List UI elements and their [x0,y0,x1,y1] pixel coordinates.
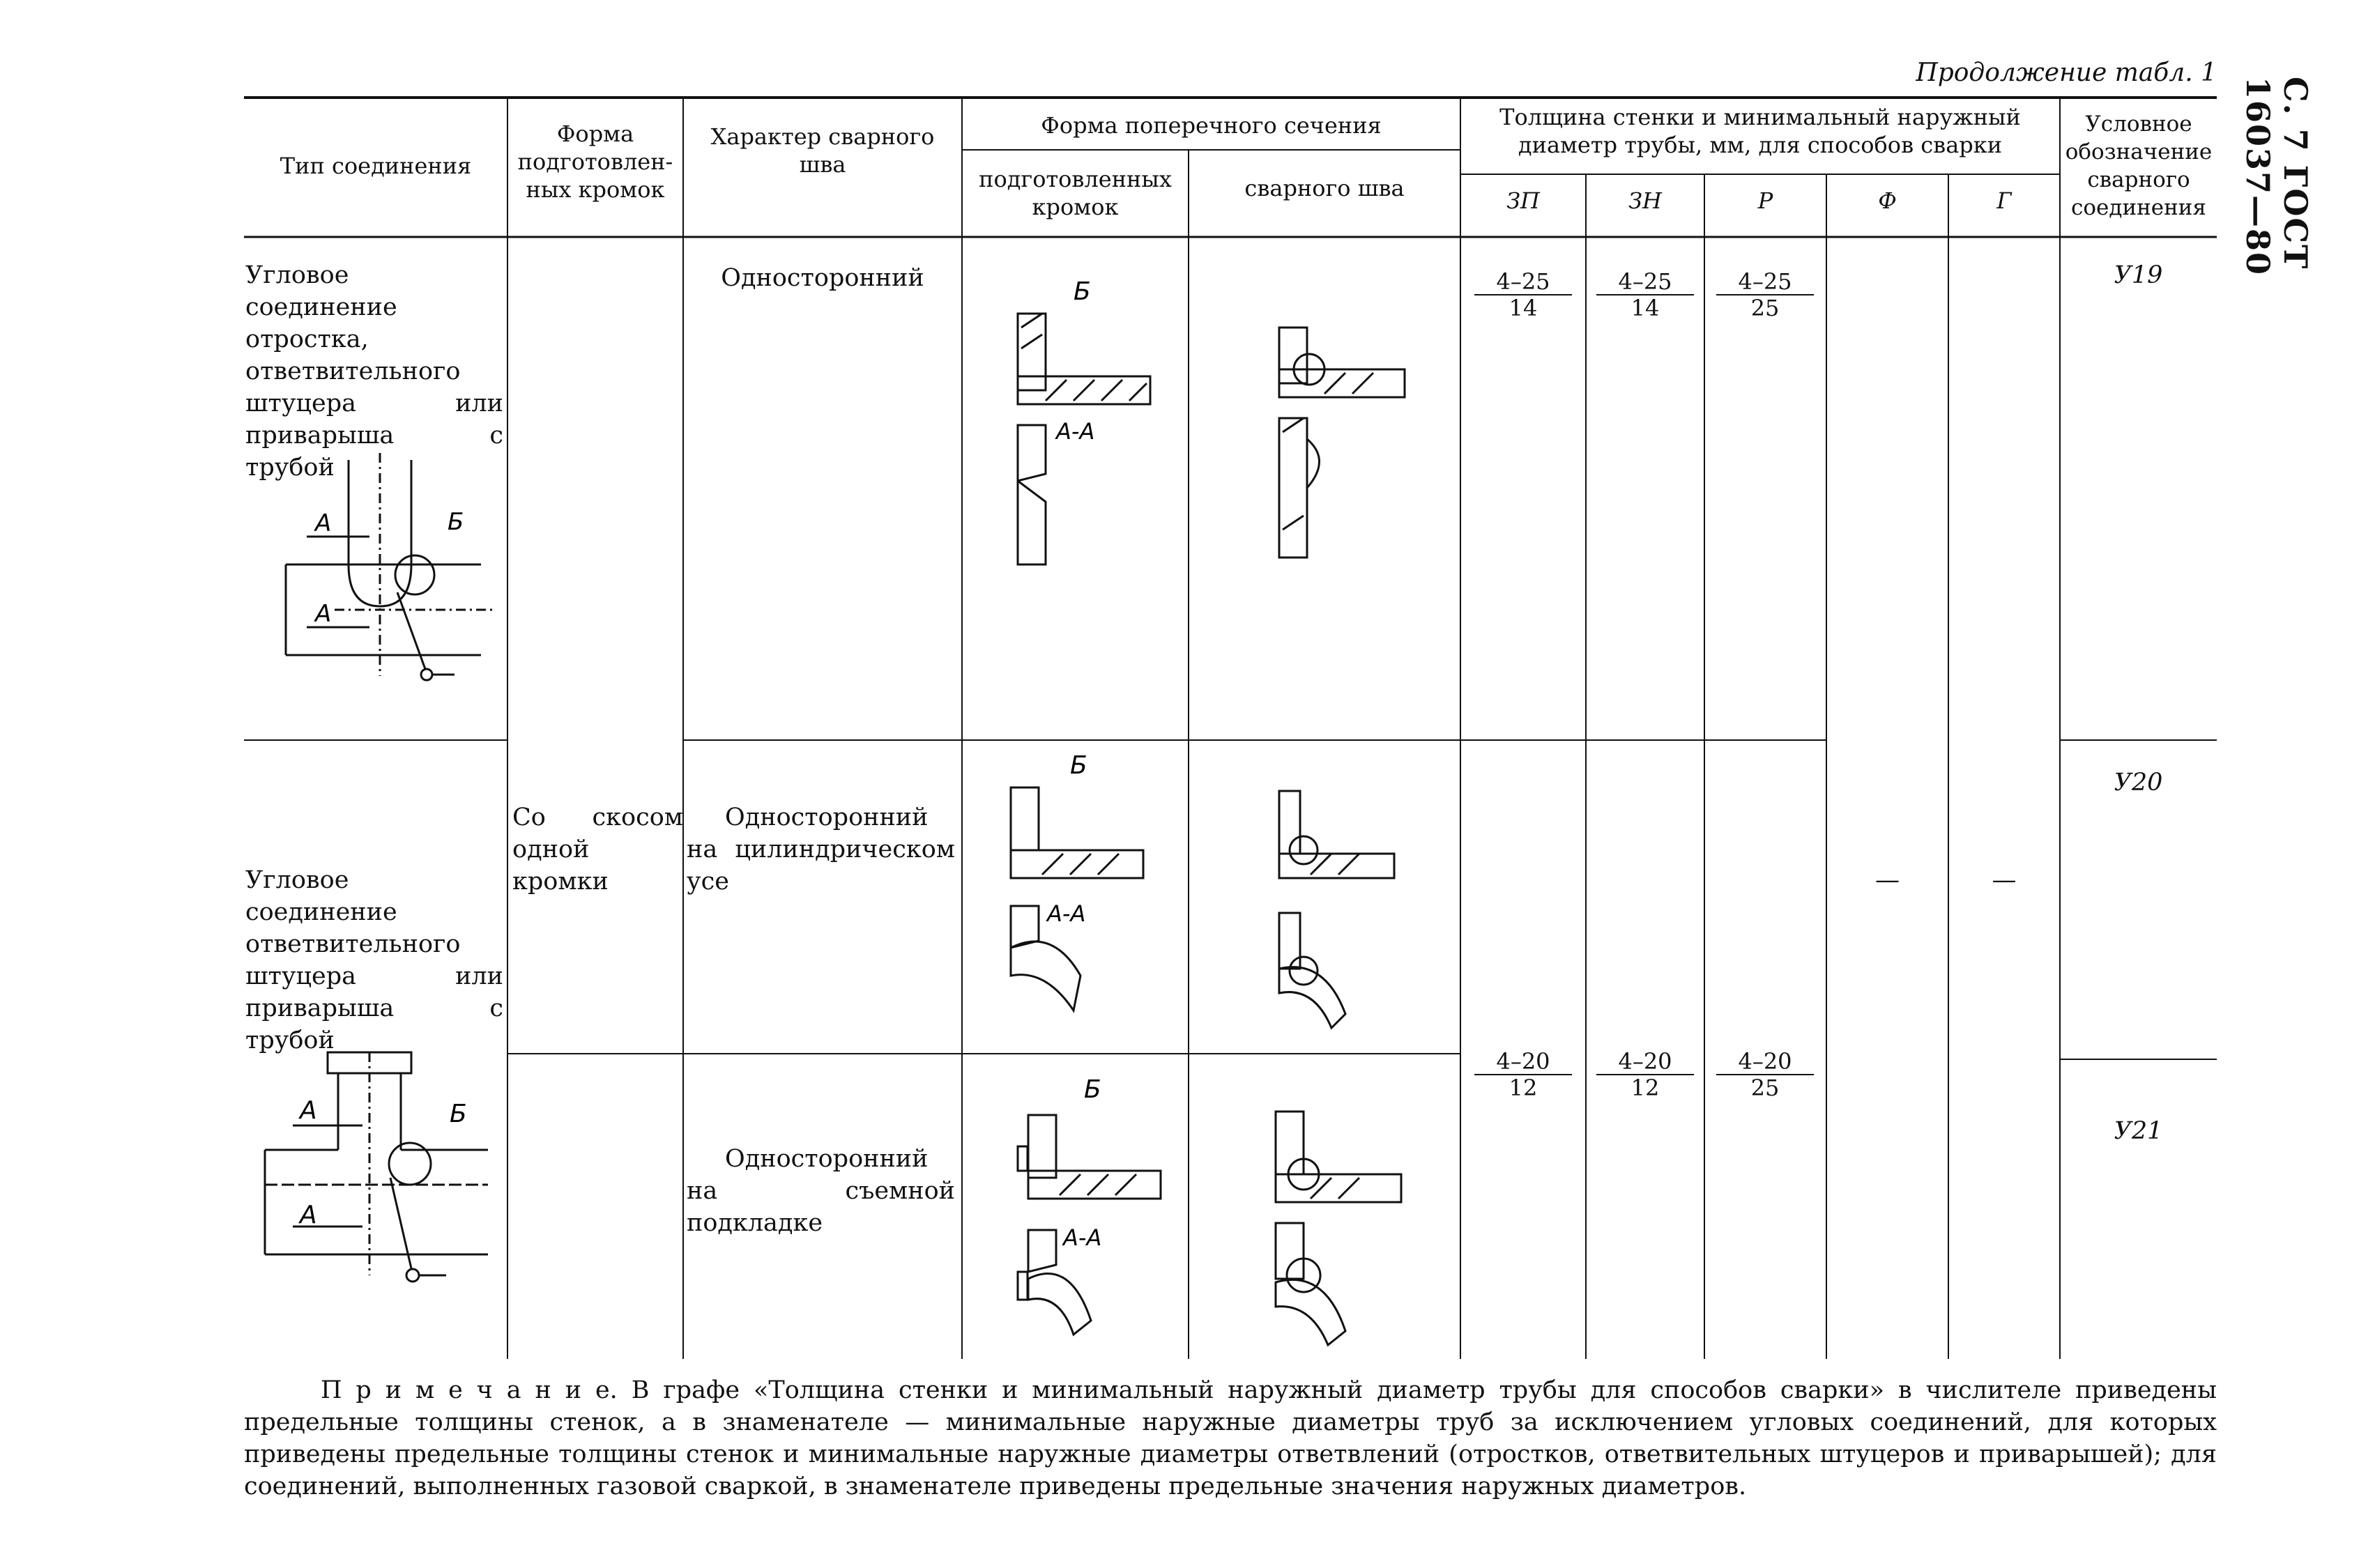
f-merged-value: — [1875,866,1900,894]
row1-zp-num: 4–25 [1474,269,1572,295]
header-method-zp: ЗП [1506,187,1540,214]
header-thickness: Толщина стенки и минимальный наружный диаметр трубы, мм, для способов сварки [1499,104,2021,158]
row3-edges-view-label: Б [1084,1075,1101,1104]
row2-weld-drawing [1276,784,1415,1042]
header-designation: Условное обозначение сварного соединения [2065,112,2213,220]
header-method-r: Р [1757,187,1773,214]
header-type: Тип соединения [280,153,472,179]
row1-weld-char: Односторонний [721,264,924,292]
header-method-f: Ф [1878,187,1897,214]
row1-designation: У19 [2114,261,2163,289]
row1-zp-value [1474,269,1572,321]
edge-shape-merged: Со скосом одной кромки [512,804,683,896]
lower-r-value [1716,1049,1814,1100]
header-edge-shape: Форма подготовлен-ных кромок [517,121,673,203]
lower-r-den: 25 [1750,1075,1780,1101]
row1-r-num: 4–25 [1716,269,1814,295]
row2-edges-section-label: А-А [1047,900,1086,927]
header-method-g: Г [1996,187,2012,214]
header-cs-edges: подготовленных кромок [979,166,1172,220]
row23-cut-label-top: А [300,1096,317,1125]
continuation-caption: Продолжение табл. 1 [1916,59,2217,87]
row1-zp-den: 14 [1509,295,1538,321]
header-method-zn: ЗН [1628,187,1662,214]
lower-zp-value [1474,1049,1572,1100]
row3-edges-drawing [1004,1063,1171,1355]
table-note-text: В графе «Толщина стенки и минимальный наружный диаметр трубы для способов сварки» в числителе приведены предельные толщины стенок, а в знаменателе — минимальные наружные диаметры труб за исключением угловых соединений, для которых приведены предельные толщины стенок и минимальные наружные диаметры ответвлений (отростков, ответвительных штуцеров и приварышей); для соединений, выполненных газовой сваркой, в знаменателе приведены предельные значения наружных диаметров. [244,1376,2217,1500]
row1-edges-drawing [1004,272,1171,578]
row1-zn-value [1596,269,1694,321]
row1-zn-den: 14 [1631,295,1660,321]
row2-edges-drawing [1004,746,1171,1038]
table-note [244,1374,2217,1502]
row1-type: Угловое соединение отростка, ответвительного штуцера или приварыша с трубой [245,261,503,482]
lower-zp-num: 4–20 [1474,1049,1572,1075]
table-note-label: П р и м е ч а н и е. [321,1376,618,1404]
row1-weld-drawing [1276,321,1415,571]
lower-zn-value [1596,1049,1694,1100]
lower-zn-den: 12 [1631,1075,1660,1101]
row23-cut-label-bottom: А [300,1201,317,1229]
row1-joint-sketch [265,446,502,690]
header-cs-weld: сварного шва [1244,175,1405,201]
row23-view-label: Б [450,1100,467,1128]
row2-designation: У20 [2114,769,2163,797]
g-merged-value: — [1992,866,2017,894]
row2-edges-view-label: Б [1070,751,1087,780]
row3-designation: У21 [2114,1117,2163,1145]
header-cross-section: Форма поперечного сечения [1041,112,1382,139]
row1-edges-section-label: А-А [1056,418,1095,445]
row2-type: Угловое соединение ответвительного штуцера или приварыша с трубой [245,866,503,1054]
row1-r-value [1716,269,1814,321]
lower-r-num: 4–20 [1716,1049,1814,1075]
row1-view-label: Б [448,508,464,536]
row1-r-den: 25 [1750,295,1780,321]
standard-number: С. 7 ГОСТ 16037—80 [2239,77,2314,277]
lower-zp-den: 12 [1509,1075,1538,1101]
row3-edges-section-label: А-А [1063,1224,1102,1251]
row1-cut-label-bottom: А [315,600,332,628]
row3-weld-drawing [1269,1108,1408,1352]
row1-zn-num: 4–25 [1596,269,1694,295]
header-weld-char: Характер сварного шва [710,123,935,178]
row3-weld-char: Односторонний на съемной подкладке [687,1145,955,1237]
row1-cut-label-top: А [315,509,332,537]
row2-weld-char: Односторонний на цилиндрическом усе [687,804,955,896]
lower-zn-num: 4–20 [1596,1049,1694,1075]
row1-edges-view-label: Б [1074,277,1091,306]
row23-joint-sketch [251,1045,502,1296]
